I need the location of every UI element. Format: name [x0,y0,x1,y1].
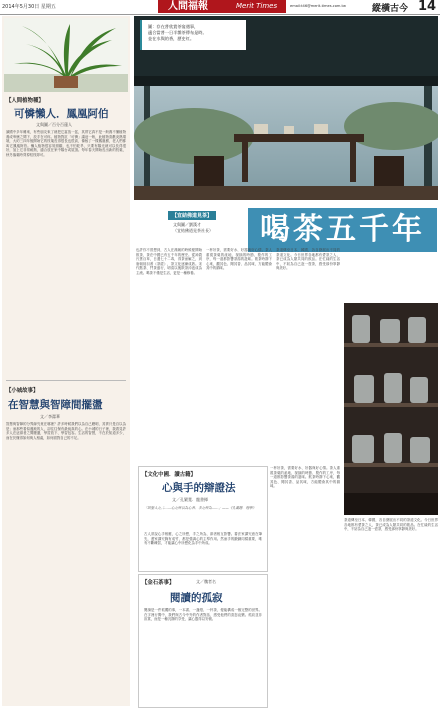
article-tag: 【金石茶事】 [142,580,175,586]
article-body: 智慧與智障的分界線究竟在哪裡？許多時候我們以為自己聰明，其實只是自以為是；而那些看似遲鈍的人，卻往往保有最純真的心。在小城的日子裡，我看見許多人在這兩者之間擺盪，學習放下、學習包容。生活的智慧，不在於知道多少，而在於懂得如何與人相處，如何面對自己的不足。 [6,422,126,440]
photo-caption [140,20,246,50]
article-body: 讀國中多年睡來，有些朋友來了就把它當放一盆，其實它真不是一般養不懂植物養成卑懷之間下，放手在可疼。植物對抗「可憐」讓這一般，此植物喜歡炎熱環境，大約三四年後開始它的枝葉長得很長也很高，像極了一棵鳳凰樹，老人們都叫它鳳凰阿伯。懶人植物很容易照顧，也不怕乾旱，只要有陽光就可以長得很好，加上它非常耐熱，適合放在家中陽台或屋頂。每年春天開始長出新的枝葉，秋冬落葉時剪掉枯枝即可。 [6,130,126,157]
article-body: 閱讀是一件孤獨的事，一本書、一盞燈、一杯茶，便能構成一個完整的世界。在字裡行間中，我們與古今中外的作者對話，感受他們的喜怒哀樂。孤寂並非寂寞，而是一種沉靜的享受，讓心靈得以安頓。 [144,608,262,622]
article-tag: 【小城故事】 [6,388,39,394]
page-number: 14 [418,0,437,14]
article-tag: 【文化中國．讀古籍】 [142,472,196,478]
feature-tag: 【宜結佛道見茶】 [168,211,216,220]
feature-body: 也許你不曾想到，古人在漢朝的時候便開始飲茶，茶在中國已有五千年的歷史。從神農氏嘗百草，日遇七十二毒，得茶而解之，到唐朝陸羽著《茶經》，茶文化逐漸成熟。宋代點茶、鬥茶盛行，明清以後散茶沖泡成為主流。喝茶不僅是生活，更是一種修養。 [136,248,202,275]
issue-date: 2014年5月30日 星期五 [2,4,56,10]
header-divider [0,14,440,15]
feature-body-continued: 茶道傳至日本、韓國，各自發展出不同的茶道文化。今日世界各地都有愛茶之人，茶已成為人類共同的飲品。在忙碌的生活中，不妨為自己泡一壺茶，感受那份寧靜與美好。 [344,518,438,532]
feature-byline-affiliation: （宜結佛道見茶社長） [173,228,213,233]
article-byline: 文／孔繁寬．龍書揮 [172,497,208,502]
article-title: 心與手的辯證法 [162,482,236,494]
article-title: 閱讀的孤寂 [170,592,223,604]
feature-body: 一杯好茶，需要好水、好器與好心情。茶人重視茶葉的產地、採摘的時節、製作的工序，每一道都影響茶湯的滋味。飲茶時靜下心來，觀其色、聞其香、品其味，方能體會其中的韻味。 [206,248,272,271]
logo-english: Merit Times [236,2,278,10]
article-quote: 「故聖人之言……心之所以為心者，手之所為……」——《孔叢題．理學》 [144,506,256,510]
feature-body-continued: 一杯好茶，需要好水、好器與好心情。茶人重視茶葉的產地、採摘的時節、製作的工序，每一道都影響茶湯的滋味。飲茶時靜下心來，觀其色、聞其香、品其味，方能體會其中的韻味。 [270,466,340,489]
article-title: 可憐懶人．鳳凰阿伯 [14,108,109,120]
column-divider [6,380,126,381]
header-email: email:t46@merit-times.com.tw [290,4,346,8]
caption-line: 並在水與的香，歷史紅。 [148,36,195,41]
plant-photo [4,18,128,92]
feature-byline: 文與圖／劉漢才 [173,222,201,227]
article-byline: 文／李潔華 [40,414,60,419]
tea-set-photo [344,303,438,515]
article-title: 在智慧與智障間擺盪 [8,399,103,411]
caption-line: 適合當普一日半雜茶傳布是時。 [148,30,207,35]
feature-body: 茶道傳至日本、韓國，各自發展出不同的茶道文化。今日世界各地都有愛茶之人，茶已成為人類共同的飲品。在忙碌的生活中，不妨為自己泡一壺茶，感受那份寧靜與美好。 [276,248,340,271]
feature-title: 喝茶五千年 [248,208,437,252]
article-tag: 【人間植物種】 [6,98,44,104]
article-byline: 文與圖／百分百蓮人 [36,122,72,127]
article-body: 古人常說心手相應，心之所想，手之所為，兩者相互影響。書法家講究意在筆先，畫家講究胸有成竹，都是強調心的主導作用。然而手的鍛鍊同樣重要，唯有不斷練習，才能讓心中所想化為手中所成。 [144,532,262,546]
logo-chinese: 人間福報 [168,1,208,12]
section-title: 縱橫古今 [372,4,409,14]
masthead-logo [158,0,286,13]
caption-line: 圖：存在普欣賞茶宴遇事， [148,24,199,29]
article-byline: 文／魏者名 [196,579,216,584]
